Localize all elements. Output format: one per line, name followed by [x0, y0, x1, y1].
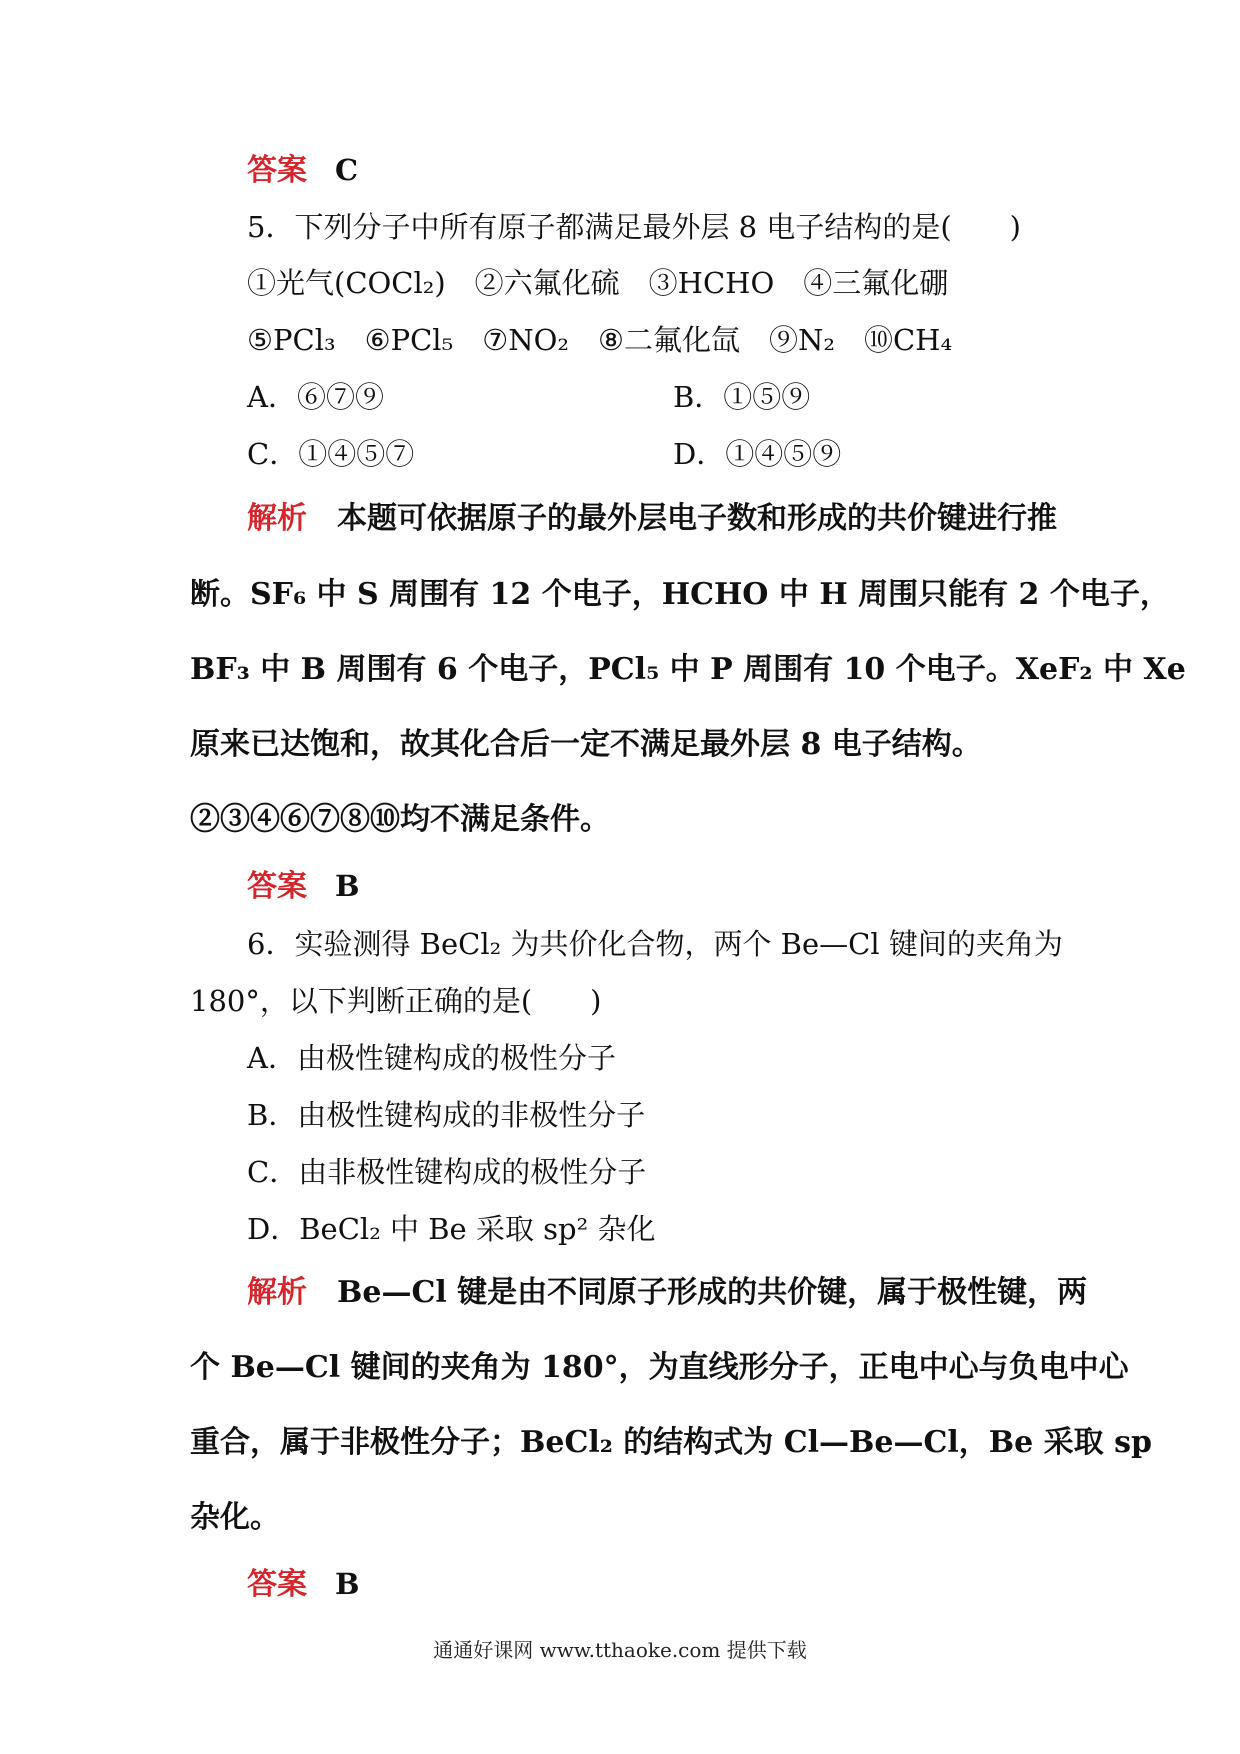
- q6-choice-a: A．由极性键构成的极性分子: [247, 1041, 616, 1075]
- analysis5-text-1: 本题可依据原子的最外层电子数和形成的共价键进行推: [337, 501, 1057, 536]
- q6-choice-c: C．由非极性键构成的极性分子: [247, 1155, 647, 1189]
- answer-label: 答案: [247, 153, 307, 188]
- answer-label: 答案: [247, 1567, 307, 1602]
- answer-value: C: [335, 153, 359, 187]
- analysis-label: 解析: [247, 501, 307, 536]
- q6-stem-line1: 6．实验测得 BeCl₂ 为共价化合物，两个 Be—Cl 键间的夹角为: [247, 927, 1063, 961]
- answer-line-3: [247, 1567, 360, 1602]
- q5-stem: 5．下列分子中所有原子都满足最外层 8 电子结构的是( ): [247, 210, 1021, 244]
- analysis5-line-4: 原来已达饱和，故其化合后一定不满足最外层 8 电子结构。: [190, 727, 982, 762]
- answer-value: B: [335, 1567, 360, 1601]
- analysis6-line-2: 个 Be—Cl 键间的夹角为 180°，为直线形分子，正电中心与负电中心: [190, 1350, 1129, 1385]
- analysis5-line-2: 断。SF₆ 中 S 周围有 12 个电子，HCHO 中 H 周围只能有 2 个电子，: [190, 577, 1170, 612]
- answer-line-2: [247, 869, 360, 904]
- analysis6-text-1: Be—Cl 键是由不同原子形成的共价键，属于极性键，两: [337, 1275, 1088, 1310]
- analysis5-line-1: [247, 501, 1057, 536]
- q5-choice-a: A．⑥⑦⑨: [247, 380, 384, 414]
- q5-choice-d: D．①④⑤⑨: [673, 437, 842, 471]
- answer-line-1: [247, 153, 359, 188]
- q5-items-line1: ①光气(COCl₂) ②六氟化硫 ③HCHO ④三氟化硼: [247, 266, 949, 300]
- analysis5-line-5: ②③④⑥⑦⑧⑩均不满足条件。: [190, 802, 610, 837]
- analysis-label: 解析: [247, 1275, 307, 1310]
- analysis6-line-4: 杂化。: [190, 1500, 280, 1535]
- q5-items-line2: ⑤PCl₃ ⑥PCl₅ ⑦NO₂ ⑧二氟化氙 ⑨N₂ ⑩CH₄: [247, 323, 953, 357]
- answer-value: B: [335, 869, 360, 903]
- page-footer: 通通好课网 www.tthaoke.com 提供下载: [433, 1638, 807, 1662]
- q6-stem-line2: 180°，以下判断正确的是( ): [190, 984, 602, 1018]
- q6-choice-d: D．BeCl₂ 中 Be 采取 sp² 杂化: [247, 1212, 656, 1246]
- answer-label: 答案: [247, 869, 307, 904]
- analysis6-line-1: [247, 1275, 1088, 1310]
- q6-choice-b: B．由极性键构成的非极性分子: [247, 1098, 646, 1132]
- q5-choice-c: C．①④⑤⑦: [247, 437, 415, 471]
- analysis6-line-3: 重合，属于非极性分子；BeCl₂ 的结构式为 Cl—Be—Cl，Be 采取 sp: [190, 1425, 1152, 1460]
- q5-choice-b: B．①⑤⑨: [673, 380, 811, 414]
- analysis5-line-3: BF₃ 中 B 周围有 6 个电子，PCl₅ 中 P 周围有 10 个电子。XeF₂ 中 Xe: [190, 652, 1186, 687]
